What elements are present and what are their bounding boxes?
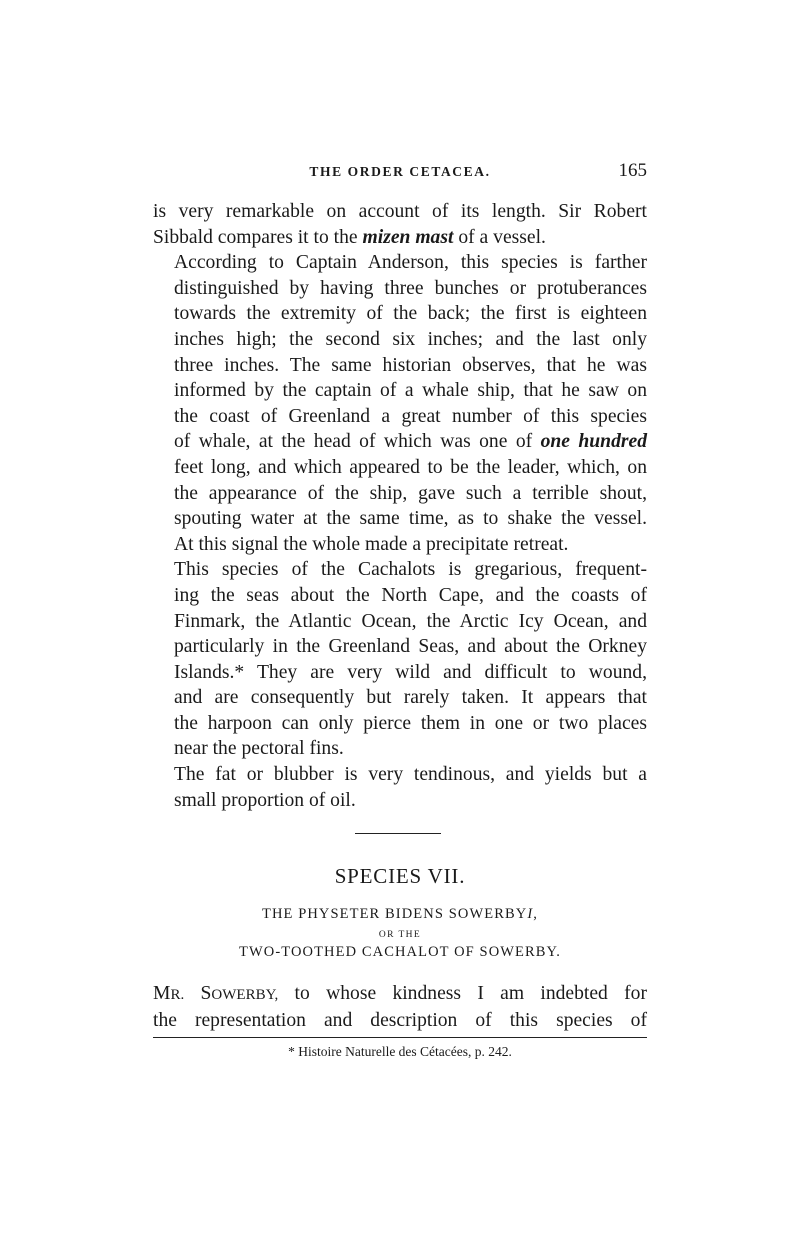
body-text <box>153 199 647 813</box>
emphasis: one hundred <box>540 431 647 453</box>
species-heading: SPECIES VII. <box>334 864 466 888</box>
species-scientific-name: THE PHYSETER BIDENS SOWERBYI, <box>261 906 538 922</box>
text-line: particularly in the Greenland Seas, and about the Orkney <box>174 636 647 658</box>
text-line: the representation and description of this species of <box>153 1010 647 1031</box>
page-number: 165 <box>618 160 647 181</box>
or-the-connector: OR THE <box>378 930 422 940</box>
paragraph-5 <box>153 981 647 1034</box>
running-title: THE ORDER CETACEA. <box>309 164 491 179</box>
text-line: inches high; the second six inches; and the last only <box>174 328 647 350</box>
text-line: spouting water at the same time, as to shake the vessel. <box>174 508 647 530</box>
text-line: the coast of Greenland a great number of this species <box>174 405 647 427</box>
text-line: and are consequently but rarely taken. It appears that <box>174 687 647 709</box>
text-line: feet long, and which appeared to be the leader, which, on <box>174 456 647 478</box>
text-line: the harpoon can only pierce them in one or two places <box>174 712 647 734</box>
text-line: Sibbald compares it to the mizen mast of a vessel. <box>153 226 546 248</box>
text-line: towards the extremity of the back; the first is eighteen <box>174 303 647 325</box>
text-line: According to Captain Anderson, this species is farther <box>174 252 647 274</box>
text-line: This species of the Cachalots is gregarious, frequent- <box>174 559 647 581</box>
text-line: distinguished by having three bunches or protuberances <box>174 277 647 299</box>
species-common-name: TWO-TOOTHED CACHALOT OF SOWERBY. <box>239 944 561 960</box>
text-line: is very remarkable on account of its length. Sir Robert <box>153 201 647 222</box>
text-line: ing the seas about the North Cape, and the coasts of <box>174 584 647 606</box>
page-header <box>153 160 647 186</box>
text-line: Islands.* They are very wild and difficult to wound, <box>174 661 647 683</box>
text-line: small proportion of oil. <box>174 789 356 811</box>
footnote: * Histoire Naturelle des Cétacées, p. 242. <box>288 1044 512 1059</box>
text-line: informed by the captain of a whale ship, that he saw on <box>174 380 647 402</box>
section-divider <box>355 833 441 834</box>
paragraph-3 <box>153 557 647 762</box>
text-line: Finmark, the Atlantic Ocean, the Arctic Icy Ocean, and <box>174 610 647 632</box>
text-line: of whale, at the head of which was one of one hundred <box>174 431 647 453</box>
paragraph-2 <box>153 250 647 557</box>
text-line: At this signal the whole made a precipitate retreat. <box>174 533 569 555</box>
text-line: the appearance of the ship, gave such a terrible shout, <box>174 482 647 504</box>
text-line: The fat or blubber is very tendinous, and yields but a <box>174 764 647 786</box>
text-line: MR. SOWERBY, to whose kindness I am indebted for <box>153 983 648 1004</box>
paragraph-1 <box>153 199 647 250</box>
text-line: near the pectoral fins. <box>174 738 344 760</box>
footnote-rule <box>153 1037 647 1038</box>
text-line: three inches. The same historian observes, that he was <box>174 354 647 376</box>
paragraph-4 <box>153 762 647 813</box>
emphasis: mizen mast <box>362 226 454 248</box>
